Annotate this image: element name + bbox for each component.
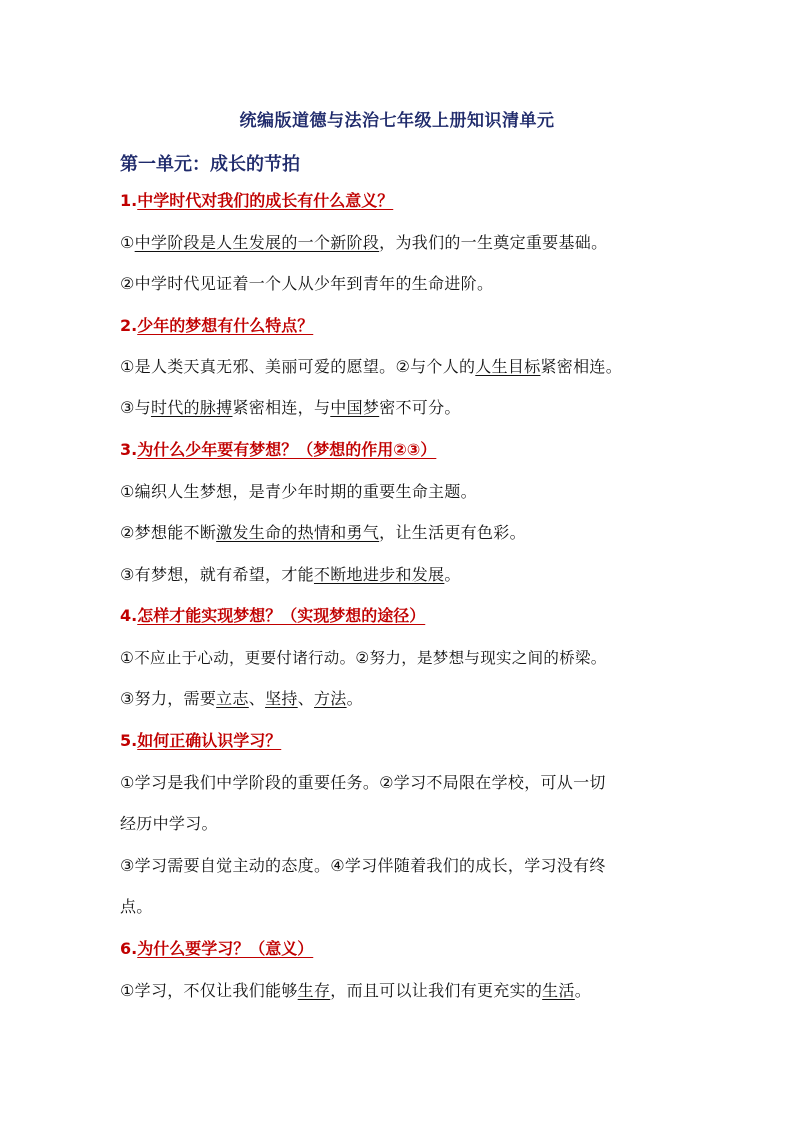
answer-text: ②中学时代见证着一个人从少年到青年的生命进阶。 — [120, 274, 494, 293]
question-heading — [120, 730, 281, 752]
answer-text: ③努力，需要 — [120, 689, 217, 708]
answer-line — [120, 772, 606, 794]
question-number: 2. — [120, 316, 138, 335]
question-heading — [120, 605, 425, 627]
answer-keyword: 坚持 — [265, 689, 298, 708]
question-heading — [120, 315, 313, 337]
answer-keyword: 人生目标 — [475, 357, 541, 376]
answer-text: 紧密相连，与 — [232, 398, 331, 417]
answer-text: 。 — [346, 689, 363, 708]
answer-text: ③学习需要自觉主动的态度。④学习伴随着我们的成长，学习没有终 — [120, 856, 606, 875]
answer-line — [120, 813, 218, 835]
question-text: 中学时代对我们的成长有什么意义？ — [137, 191, 394, 210]
answer-text: ①学习是我们中学阶段的重要任务。②学习不局限在学校，可从一切 — [120, 773, 606, 792]
answer-text: ①学习，不仅让我们能够 — [120, 981, 298, 1000]
answer-text: ，为我们的一生奠定重要基础。 — [379, 233, 608, 252]
answer-text: ②梦想能不断 — [120, 523, 217, 542]
answer-line — [120, 647, 607, 669]
question-heading — [120, 938, 313, 960]
answer-line — [120, 481, 477, 503]
answer-keyword: 生活 — [542, 981, 575, 1000]
answer-text: 经历中学习。 — [120, 814, 218, 833]
question-heading — [120, 439, 436, 461]
question-number: 1. — [120, 191, 138, 210]
answer-keyword: 生存 — [297, 981, 331, 1000]
answer-line — [120, 855, 606, 877]
answer-keyword: 不断地进步和发展 — [313, 565, 445, 584]
answer-text: 。 — [444, 565, 461, 584]
question-text: 如何正确认识学习？ — [137, 731, 282, 750]
answer-text: ① — [120, 233, 135, 252]
answer-keyword: 中国梦 — [330, 398, 380, 417]
answer-keyword: 激发生命的热情和勇气 — [216, 523, 380, 542]
answer-line — [120, 896, 153, 918]
answer-text: 紧密相连。 — [540, 357, 623, 376]
question-text: 为什么少年要有梦想？（梦想的作用②③） — [137, 440, 437, 459]
answer-text: ③有梦想，就有希望，才能 — [120, 565, 314, 584]
question-text: 为什么要学习？（意义） — [137, 939, 314, 958]
question-number: 6. — [120, 939, 138, 958]
unit-title: 第一单元：成长的节拍 — [120, 154, 300, 175]
answer-line — [120, 232, 607, 254]
answer-line — [120, 564, 461, 586]
answer-text: ①编织人生梦想，是青少年时期的重要生命主题。 — [120, 482, 477, 501]
answer-text: 密不可分。 — [379, 398, 461, 417]
answer-line — [120, 356, 622, 378]
answer-text: ，而且可以让我们有更充实的 — [330, 981, 543, 1000]
answer-keyword: 方法 — [314, 689, 347, 708]
answer-text: ，让生活更有色彩。 — [379, 523, 526, 542]
question-text: 少年的梦想有什么特点？ — [137, 316, 314, 335]
question-number: 5. — [120, 731, 138, 750]
answer-line — [120, 980, 591, 1002]
question-number: 4. — [120, 606, 138, 625]
answer-keyword: 时代的脉搏 — [150, 398, 233, 417]
answer-text: ③与 — [120, 398, 151, 417]
answer-text: 点。 — [120, 897, 153, 916]
answer-line — [120, 273, 493, 295]
answer-line — [120, 688, 363, 710]
answer-text: 、 — [297, 689, 314, 708]
answer-line — [120, 522, 526, 544]
answer-text: ①不应止于心动，更要付诸行动。②努力，是梦想与现实之间的桥梁。 — [120, 649, 607, 667]
answer-keyword: 立志 — [216, 689, 249, 708]
question-number: 3. — [120, 440, 138, 459]
answer-line — [120, 397, 461, 419]
answer-text: 。 — [574, 981, 592, 1000]
answer-text: ①是人类天真无邪、美丽可爱的愿望。②与个人的 — [120, 357, 476, 376]
question-text: 怎样才能实现梦想？（实现梦想的途径） — [137, 606, 426, 625]
answer-keyword: 中学阶段是人生发展的一个新阶段 — [134, 233, 380, 252]
question-heading — [120, 190, 393, 212]
answer-text: 、 — [248, 689, 266, 708]
document-title: 统编版道德与法治七年级上册知识清单元 — [239, 111, 555, 131]
